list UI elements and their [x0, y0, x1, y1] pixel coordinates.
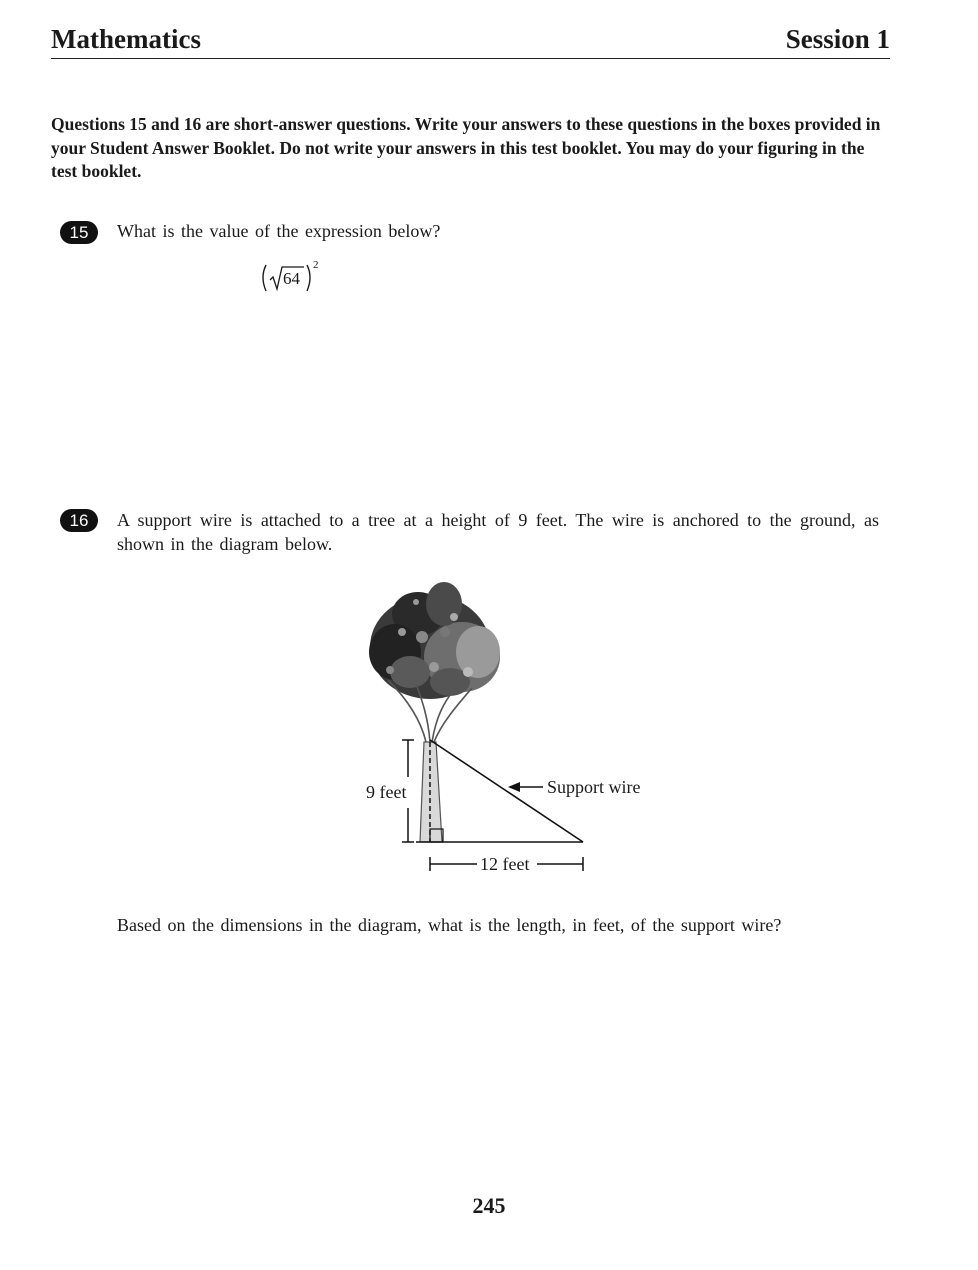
- session-title: Session 1: [785, 24, 890, 54]
- wire-label-arrow: [508, 782, 543, 792]
- subject-title: Mathematics: [51, 24, 201, 54]
- right-parenthesis: [307, 265, 310, 291]
- question-16-text: A support wire is attached to a tree at a height of 9 feet. The wire is anchored to the ground, as shown in the diagram below.: [117, 510, 879, 554]
- tree-trunk: [420, 742, 442, 842]
- question-15-number-badge: 15: [60, 221, 98, 244]
- question-16-number-badge: 16: [60, 509, 98, 532]
- question-16-follow-up: Based on the dimensions in the diagram, what is the length, in feet, of the support wire?: [117, 915, 782, 935]
- radicand: 64: [283, 269, 300, 288]
- exponent: 2: [313, 259, 319, 271]
- instructions: Questions 15 and 16 are short-answer questions. Write your answers to these questions in the boxes provided in your Student Answer Booklet. Do not write your answers in this test booklet. You may do your figuring in the test booklet.: [51, 114, 881, 181]
- height-label: 9 feet: [366, 782, 407, 802]
- base-label: 12 feet: [480, 854, 530, 874]
- wire-label: Support wire: [547, 777, 641, 797]
- left-parenthesis: [263, 265, 266, 291]
- page-header: [51, 24, 890, 59]
- page-number: 245: [472, 1193, 506, 1218]
- tree-support-wire-diagram: [350, 572, 670, 882]
- question-15-text: What is the value of the expression below?: [117, 221, 441, 241]
- question-15-expression: [258, 256, 328, 298]
